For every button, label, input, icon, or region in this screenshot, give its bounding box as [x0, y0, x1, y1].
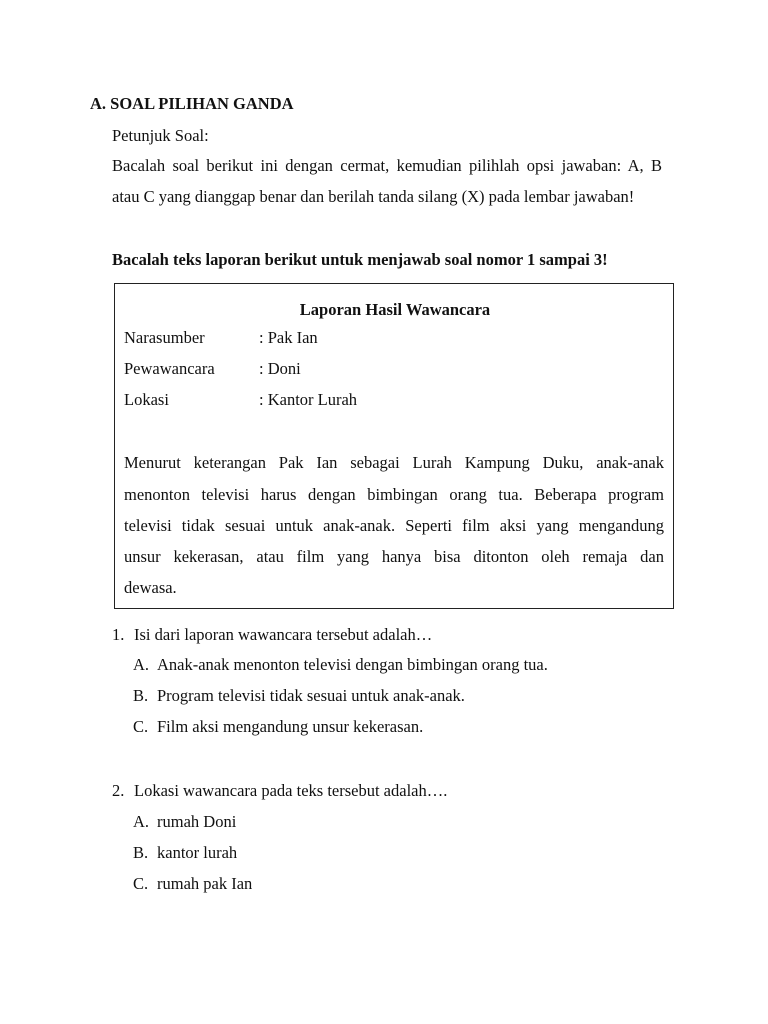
- question-1-option-b-text: Program televisi tidak sesuai untuk anak-anak.: [157, 686, 465, 705]
- instructions-line-1: Bacalah soal berikut ini dengan cermat, kemudian pilihlah opsi jawaban: A, B: [112, 156, 662, 175]
- question-2-text: Lokasi wawancara pada teks tersebut adalah….: [134, 781, 448, 800]
- report-paragraph-line: unsur kekerasan, atau film yang hanya bisa ditonton oleh remaja dan: [124, 547, 664, 566]
- question-1-option-b-letter: B.: [133, 686, 149, 705]
- field-value-pewawancara: : Doni: [259, 359, 301, 378]
- section-title: A. SOAL PILIHAN GANDA: [90, 94, 294, 113]
- question-1-option-c-letter: C.: [133, 717, 149, 736]
- question-1-option-a-text: Anak-anak menonton televisi dengan bimbingan orang tua.: [157, 655, 548, 674]
- question-2-number: 2.: [112, 781, 125, 800]
- read-instruction: Bacalah teks laporan berikut untuk menjawab soal nomor 1 sampai 3!: [112, 250, 608, 269]
- instructions-line-2: atau C yang dianggap benar dan berilah tanda silang (X) pada lembar jawaban!: [112, 187, 635, 206]
- question-2-option-b-text: kantor lurah: [157, 843, 238, 862]
- field-label-lokasi: Lokasi: [124, 390, 169, 409]
- question-1-option-a-letter: A.: [133, 655, 150, 674]
- question-1-text: Isi dari laporan wawancara tersebut adalah…: [134, 625, 433, 644]
- report-title: Laporan Hasil Wawancara: [299, 300, 491, 319]
- question-2-option-a-letter: A.: [133, 812, 150, 831]
- report-paragraph-line: menonton televisi harus dengan bimbingan orang tua. Beberapa program: [124, 485, 664, 504]
- question-2-option-a-text: rumah Doni: [157, 812, 237, 831]
- question-2-option-c-letter: C.: [133, 874, 149, 893]
- question-2-option-b-letter: B.: [133, 843, 149, 862]
- question-1-option-c-text: Film aksi mengandung unsur kekerasan.: [157, 717, 424, 736]
- field-label-pewawancara: Pewawancara: [124, 359, 215, 378]
- question-2-option-c-text: rumah pak Ian: [157, 874, 253, 893]
- field-label-narasumber: Narasumber: [124, 328, 205, 347]
- report-box: [114, 283, 674, 609]
- field-value-narasumber: : Pak Ian: [259, 328, 318, 347]
- field-value-lokasi: : Kantor Lurah: [259, 390, 358, 409]
- instructions-label: Petunjuk Soal:: [112, 126, 209, 145]
- report-paragraph-line: dewasa.: [124, 578, 177, 597]
- question-1-number: 1.: [112, 625, 125, 644]
- report-paragraph-line: televisi tidak sesuai untuk anak-anak. Seperti film aksi yang mengandung: [124, 516, 664, 535]
- report-paragraph-line: Menurut keterangan Pak Ian sebagai Lurah Kampung Duku, anak-anak: [124, 453, 664, 472]
